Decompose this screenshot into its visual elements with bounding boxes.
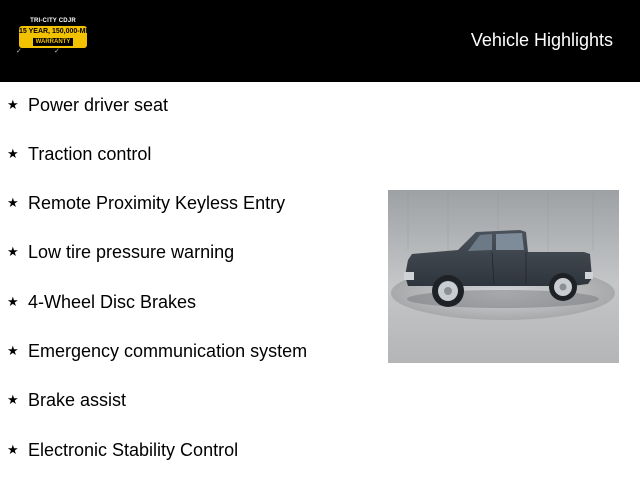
truck-image <box>388 190 619 363</box>
logo-brand-text: TRI-CITY CDJR <box>30 18 76 24</box>
star-icon: ★ <box>7 98 19 113</box>
star-icon: ★ <box>7 295 19 310</box>
feature-label: Low tire pressure warning <box>28 242 235 262</box>
feature-label: Electronic Stability Control <box>28 440 239 460</box>
vehicle-photo <box>388 190 619 363</box>
feature-label: Brake assist <box>28 390 127 410</box>
list-item <box>0 438 380 468</box>
list-item <box>0 240 380 270</box>
star-icon: ★ <box>7 443 19 458</box>
header-bar <box>0 0 640 82</box>
star-icon: ★ <box>7 147 19 162</box>
logo-term-text: 15 YEAR, 150,000-MILE <box>19 28 97 35</box>
star-icon: ★ <box>7 344 19 359</box>
list-item <box>0 339 380 369</box>
feature-label: Power driver seat <box>28 95 169 115</box>
feature-label: Traction control <box>28 144 152 164</box>
check-icon: ✓ <box>54 47 60 55</box>
feature-label: Remote Proximity Keyless Entry <box>28 193 286 213</box>
list-item <box>0 290 380 320</box>
list-item <box>0 93 380 123</box>
check-icon: ✓ <box>16 47 22 55</box>
logo-checkmarks <box>16 47 66 55</box>
list-item <box>0 191 380 221</box>
logo-badge <box>19 26 97 48</box>
logo-warranty-text: WARRANTY <box>33 38 73 46</box>
star-icon: ★ <box>7 196 19 211</box>
list-item <box>0 142 380 172</box>
star-icon: ★ <box>7 393 19 408</box>
list-item <box>0 388 380 418</box>
star-icon: ★ <box>7 245 19 260</box>
feature-label: 4-Wheel Disc Brakes <box>28 292 197 312</box>
page-title: Vehicle Highlights <box>470 30 613 50</box>
dealer-warranty-logo <box>18 18 97 50</box>
feature-label: Emergency communication system <box>28 341 308 361</box>
